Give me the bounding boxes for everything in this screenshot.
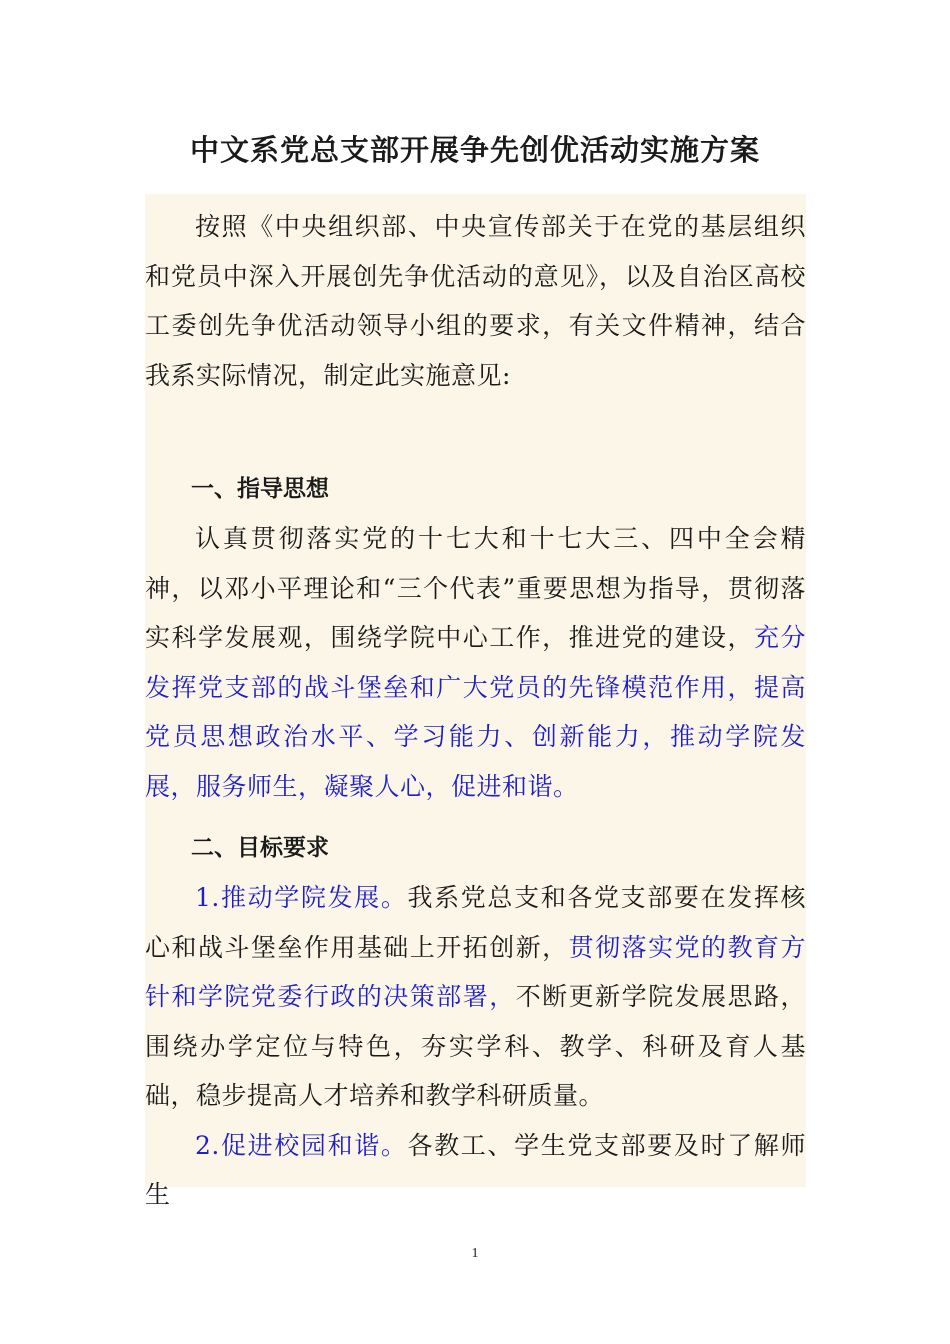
intro-paragraph: 按照《中央组织部、中央宣传部关于在党的基层组织和党员中深入开展创先争优活动的意见》，以及自治区高校工委创先争优活动领导小组的要求，有关文件精神，结合我系实际情况，制定此实施意见: [145,212,806,390]
section-heading-goals: 二、目标要求 [191,835,329,861]
spacer [145,400,806,464]
section1-paragraph [145,514,806,811]
section1-blue-text: 充分发挥党支部的战斗堡垒和广大党员的先锋模范作用，提高党员思想政治水平、学习能力、创新能力，推动学院发展，服务师生，凝聚人心，促进和谐。 [145,623,806,801]
section-heading-guiding-ideology: 一、指导思想 [191,476,329,502]
goal-item-2-label: 2.促进校园和谐。 [195,1130,408,1160]
spacer [145,811,806,823]
goal-item-1-label: 1.推动学院发展。 [195,883,408,912]
document-body [145,202,806,1220]
section1-text: 认真贯彻落实党的十七大和十七大三、四中全会精神，以邓小平理论和“三个代表”重要思想为指导，贯彻落实科学发展观，围绕学院中心工作，推进党的建设， [145,524,806,652]
goal-item-2-text: 各教工、学生党支部要及时了解师生 [145,1130,806,1209]
goal-item-1-text-a: 我系党总支和各党支部要在发挥核心和战斗堡垒作用基础上开拓创新， [145,883,806,962]
goal-item-2 [145,1121,806,1220]
page-number: 1 [471,1246,479,1261]
document-title: 中文系党总支部开展争先创优活动实施方案 [189,133,760,167]
goal-item-1 [145,873,806,1121]
goal-item-1-text-b: 不断更新学院发展思路，围绕办学定位与特色，夯实学科、教学、科研及育人基础，稳步提高人才培养和教学科研质量。 [145,982,806,1110]
goal-item-1-blue-text: 贯彻落实党的教育方针和学院党委行政的决策部署， [145,932,806,1011]
